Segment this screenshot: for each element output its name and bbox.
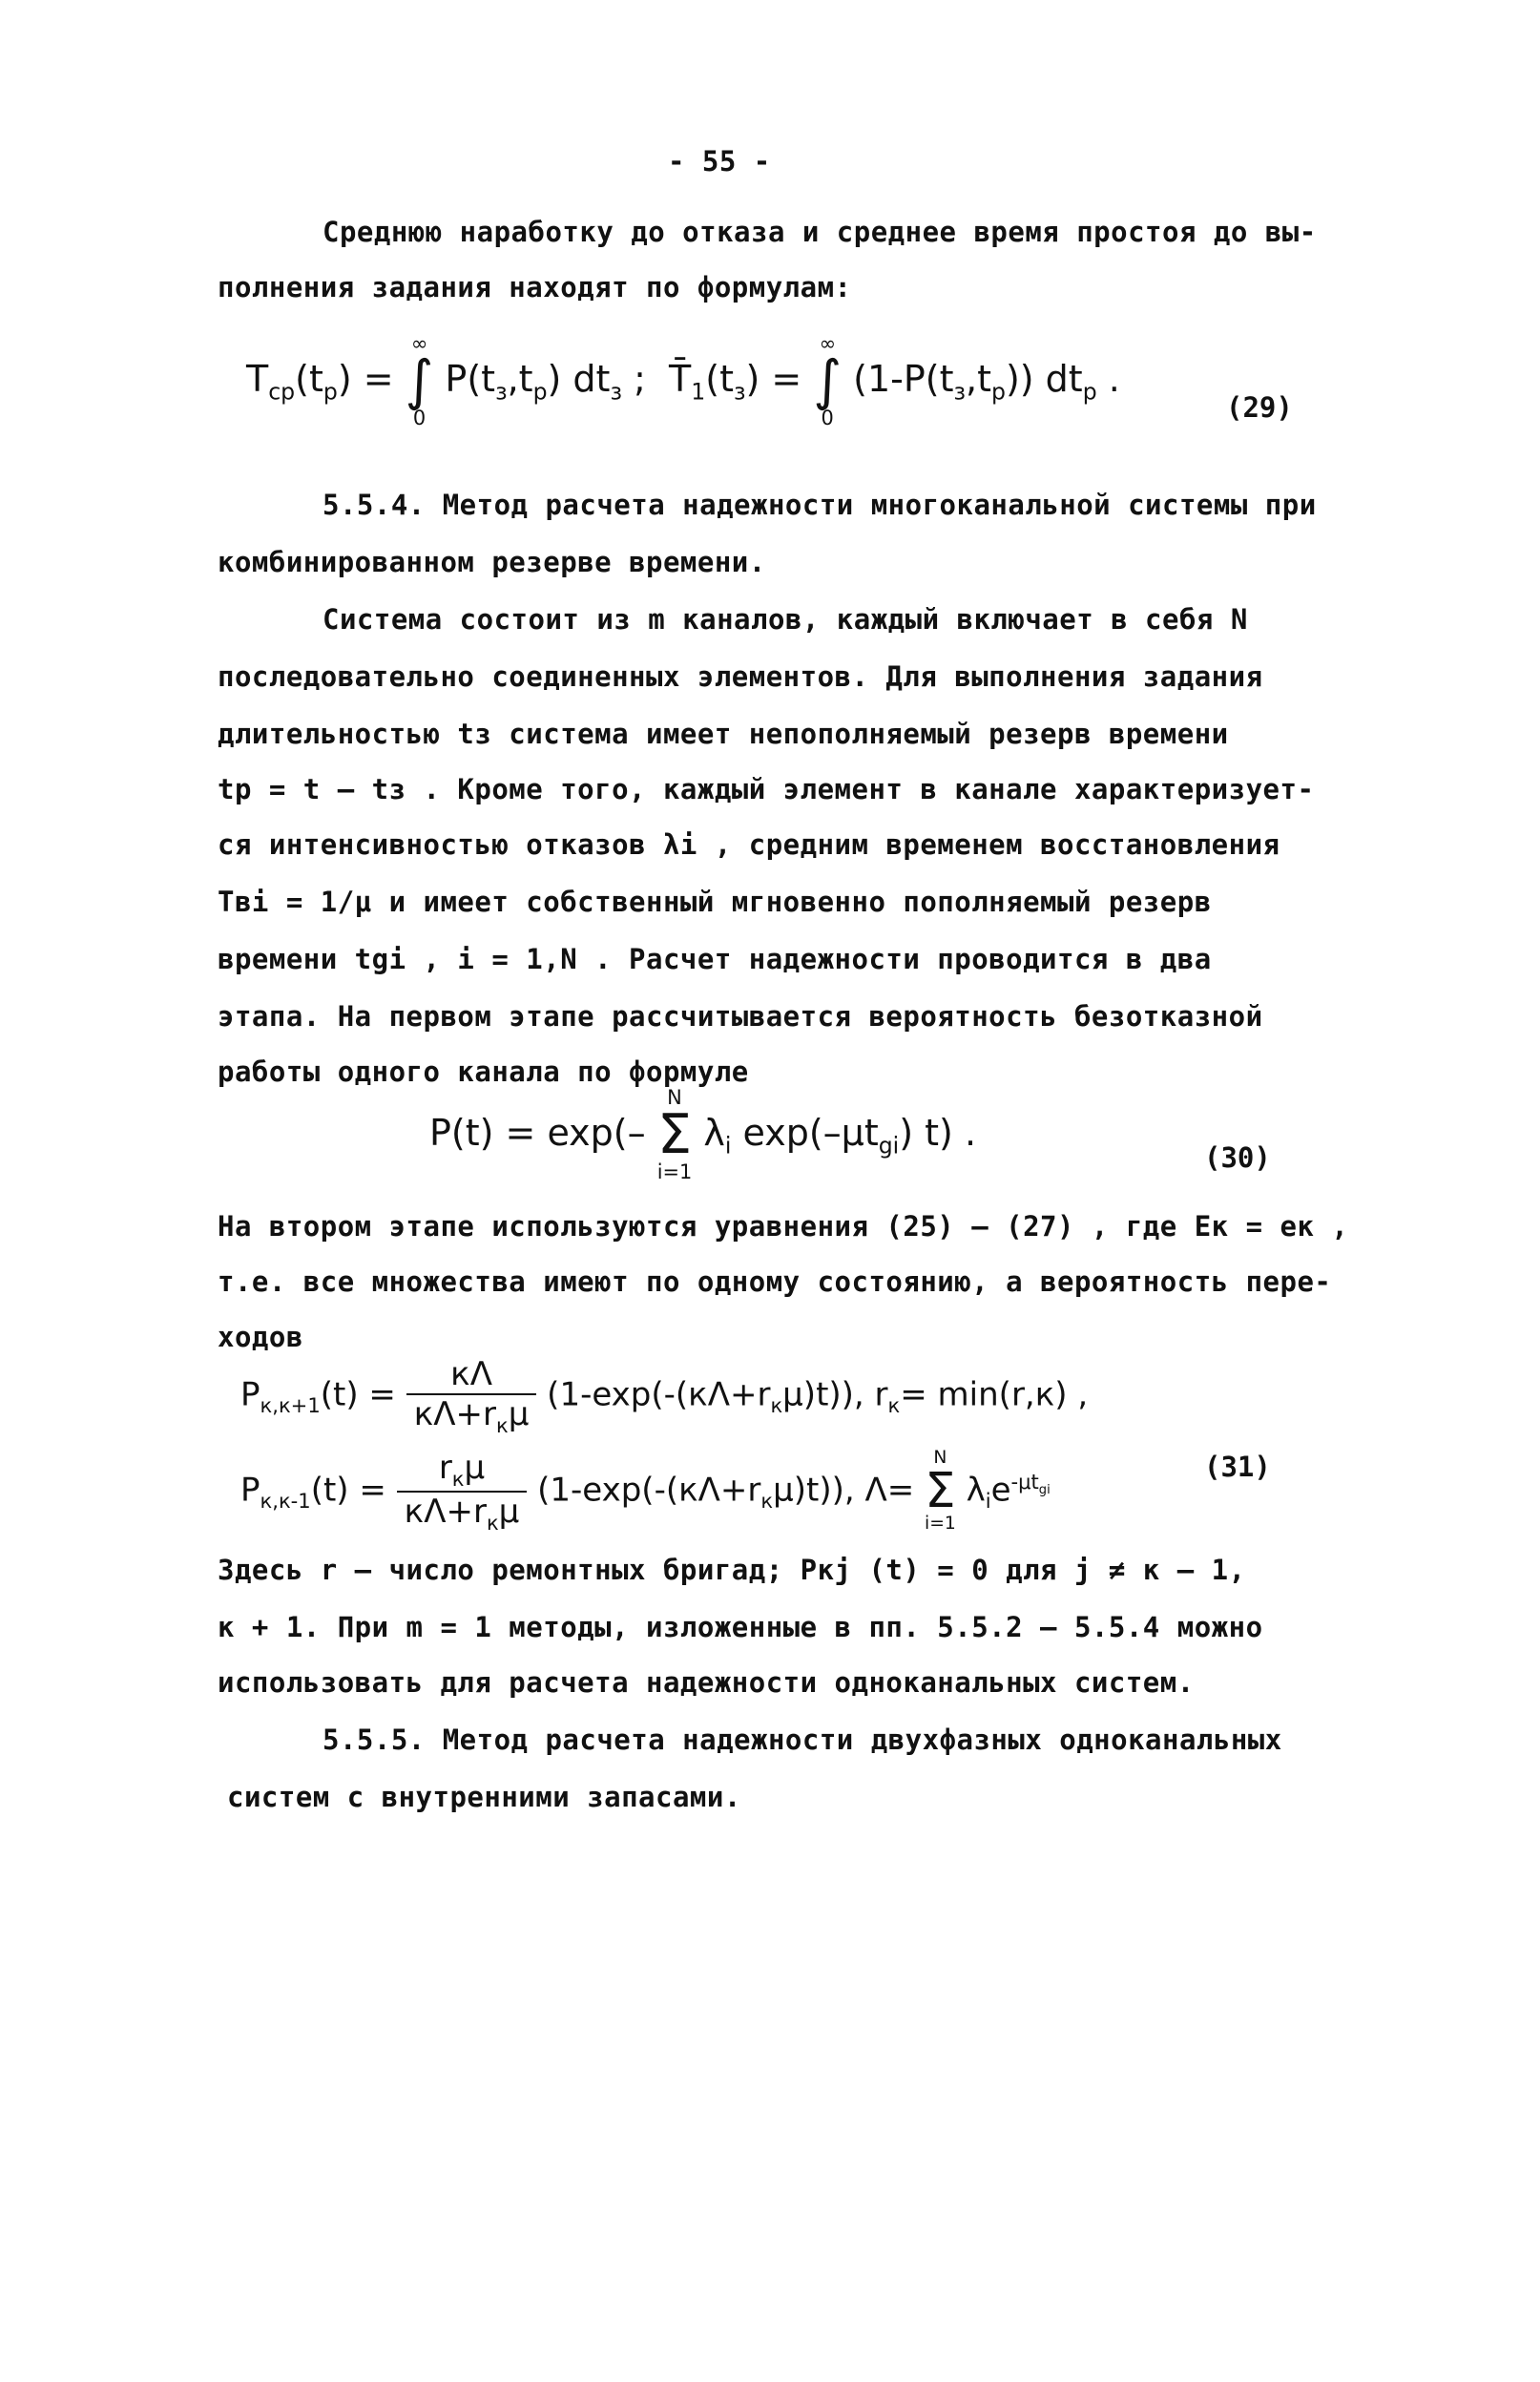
para1-line-3: длительностью tз система имеет непополняемый резерв времени xyxy=(218,718,1229,750)
section-554-heading-line-1: 5.5.4. Метод расчета надежности многоканальной системы при xyxy=(323,489,1317,521)
para3-line-3: использовать для расчета надежности одноканальных систем. xyxy=(218,1666,1195,1699)
section-555-heading-line-1: 5.5.5. Метод расчета надежности двухфазных одноканальных xyxy=(323,1724,1282,1756)
para2-line-3: ходов xyxy=(218,1321,303,1353)
para2-line-2: т.е. все множества имеют по одному состоянию, а вероятность пере- xyxy=(218,1265,1332,1298)
para3-line-2: к + 1. При m = 1 методы, изложенные в пп. 5.5.2 – 5.5.4 можно xyxy=(218,1611,1263,1643)
intro-line-2: полнения задания находят по формулам: xyxy=(218,271,852,303)
para1-line-7: времени tgi , i = 1,N . Расчет надежности проводится в два xyxy=(218,943,1212,975)
formula-29: $T_{cp}(t_p)$ = ∞ ∫ 0 $P(t_з,t_p)$ $dt_з$ ; $T̄_1(t_з)$ = ∞ ∫ 0 $(1-P(t_з,t_p))$ $dt_p$ . xyxy=(246,332,1120,429)
para1-line-5: ся интенсивностью отказов λi , средним временем восстановления xyxy=(218,828,1280,861)
formula-31-line-1: $P_{к,к+1}(t)$ = $\frac{к\Lambda}{к\Lambda+r_к\mu}$ $(1-\exp(-(к\Lambda+r_к\mu)t))$, $r_к= \min(r,к)$ , xyxy=(240,1355,1089,1437)
equation-number-30: (30) xyxy=(1204,1141,1271,1174)
para3-line-1: Здесь r – число ремонтных бригад; Pкj (t) = 0 для j ≠ к – 1, xyxy=(218,1554,1246,1586)
para1-line-4: tр = t – tз . Кроме того, каждый элемент в канале характеризует- xyxy=(218,773,1315,805)
intro-line-1: Среднюю наработку до отказа и среднее время простоя до вы- xyxy=(323,216,1317,248)
equation-number-29: (29) xyxy=(1226,391,1293,424)
equation-number-31: (31) xyxy=(1204,1451,1271,1483)
para1-line-8: этапа. На первом этапе рассчитывается вероятность безотказной xyxy=(218,1000,1263,1033)
section-555-heading-line-2: систем с внутренними запасами. xyxy=(227,1781,741,1813)
para1-line-2: последовательно соединенных элементов. Для выполнения задания xyxy=(218,660,1263,693)
section-554-heading-line-2: комбинированном резерве времени. xyxy=(218,546,766,578)
para1-line-9: работы одного канала по формуле xyxy=(218,1055,749,1088)
para1-line-1: Система состоит из m каналов, каждый включает в себя N xyxy=(323,603,1248,636)
formula-30: P(t) = exp(– N Σ i=1 $\lambda_i$ $\exp(-\mu t_{gi})$ t) . xyxy=(429,1086,977,1183)
para2-line-1: На втором этапе используются уравнения (25) – (27) , где Eк = eк , xyxy=(218,1210,1349,1243)
para1-line-6: Tвi = 1/μ и имеет собственный мгновенно пополняемый резерв xyxy=(218,886,1212,918)
page-number: - 55 - xyxy=(668,145,771,178)
formula-31-line-2: $P_{к,к-1}(t)$ = $\frac{r_к\mu}{к\Lambda+r_к\mu}$ $(1-\exp(-(к\Lambda+r_к\mu)t))$, Λ= N Σ i=1 $\lambda_ie^{-\mu t_{gi}}$ xyxy=(240,1447,1051,1535)
